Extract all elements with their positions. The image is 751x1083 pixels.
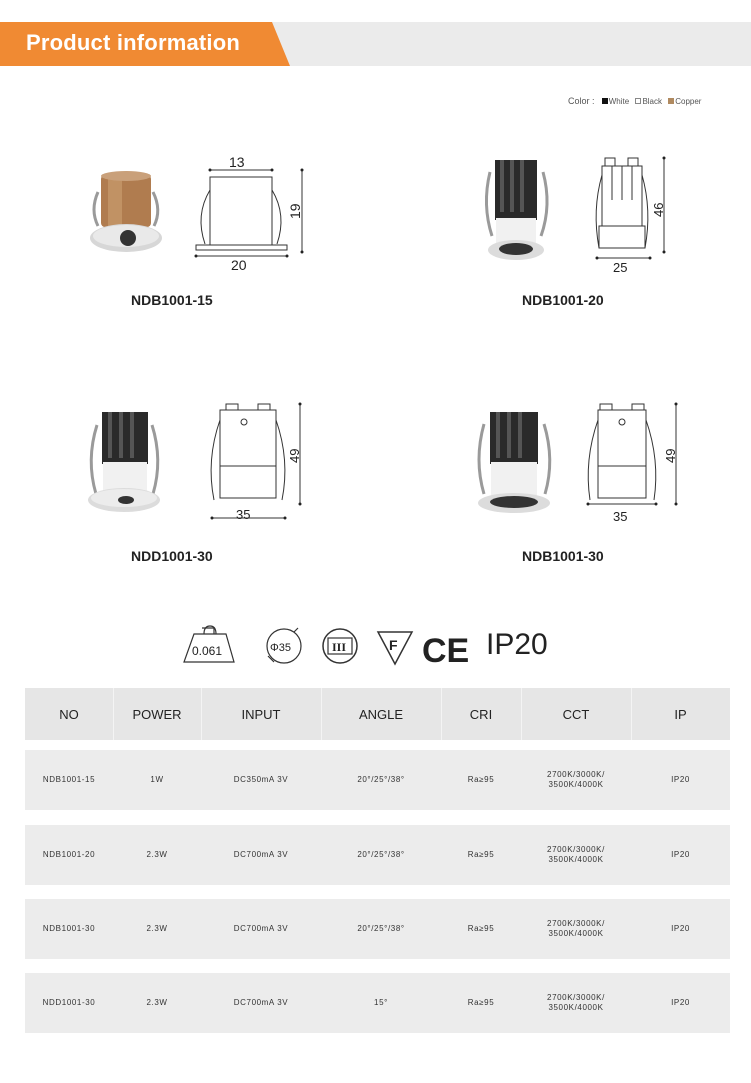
- cell-ip: IP20: [671, 924, 690, 933]
- cell-no: NDB1001-15: [42, 775, 96, 784]
- cell-power: 2.3W: [146, 998, 168, 1007]
- cell-ip: IP20: [671, 850, 690, 859]
- cell-cri: Ra≥95: [467, 998, 495, 1007]
- cell-cri: Ra≥95: [467, 924, 495, 933]
- cell-input: DC700mA 3V: [233, 850, 289, 859]
- dim-bottom: 35: [236, 507, 251, 522]
- cell-power: 1W: [150, 775, 164, 784]
- cell-cri: Ra≥95: [467, 775, 495, 784]
- header-input: INPUT: [241, 706, 281, 722]
- cell-power: 2.3W: [146, 924, 168, 933]
- page-title: Product information: [26, 30, 241, 55]
- dim-height: 49: [287, 448, 302, 463]
- cell-no: NDD1001-30: [42, 998, 96, 1007]
- color-legend-item-white: White: [600, 97, 629, 106]
- table-row: [25, 973, 730, 1033]
- downlight-photo-icon: [478, 412, 550, 513]
- class-iii-icon: [323, 629, 357, 663]
- dim-bottom: 20: [231, 257, 247, 273]
- header-power: POWER: [132, 706, 182, 722]
- cell-input: DC700mA 3V: [233, 924, 289, 933]
- dim-height: 19: [287, 203, 303, 219]
- table-row: [25, 825, 730, 885]
- table-row: [25, 750, 730, 810]
- svg-text:0.061: 0.061: [192, 644, 223, 658]
- certification-row: [180, 620, 560, 670]
- cell-angle: 15°: [374, 998, 388, 1007]
- ip-rating-label: IP20: [486, 628, 548, 661]
- header-ip: IP: [674, 706, 687, 722]
- cell-ip: IP20: [671, 998, 690, 1007]
- dim-top: 13: [229, 154, 245, 170]
- color-legend-item-black: Black: [633, 97, 662, 106]
- cell-cct: 2700K/3000K/ 3500K/4000K: [547, 919, 605, 938]
- model-label: NDB1001-30: [522, 548, 604, 564]
- model-label: NDD1001-30: [131, 548, 213, 564]
- weight-icon: [184, 626, 234, 662]
- cell-ip: IP20: [671, 775, 690, 784]
- cell-cri: Ra≥95: [467, 850, 495, 859]
- header-cri: CRI: [469, 706, 493, 722]
- cell-angle: 20°/25°/38°: [357, 775, 405, 784]
- dim-bottom: 25: [613, 260, 628, 275]
- color-legend-item-copper: Copper: [666, 97, 701, 106]
- table-row: [25, 899, 730, 959]
- cell-no: NDB1001-30: [42, 924, 96, 933]
- dim-height: 46: [651, 202, 666, 217]
- cell-no: NDB1001-20: [42, 850, 96, 859]
- svg-text:Φ35: Φ35: [270, 642, 292, 654]
- dim-height: 49: [663, 448, 678, 463]
- svg-text:CE: CE: [422, 632, 470, 670]
- model-label: NDB1001-15: [131, 292, 213, 308]
- header-cct: CCT: [562, 706, 590, 722]
- svg-text:F: F: [389, 637, 398, 653]
- cell-input: DC700mA 3V: [233, 998, 289, 1007]
- cell-cct: 2700K/3000K/ 3500K/4000K: [547, 845, 605, 864]
- model-label: NDB1001-20: [522, 292, 604, 308]
- spec-table-header: [25, 688, 730, 740]
- cutout-size-icon: [267, 628, 301, 663]
- header-no: NO: [59, 706, 79, 722]
- cell-angle: 20°/25°/38°: [357, 924, 405, 933]
- cell-cct: 2700K/3000K/ 3500K/4000K: [547, 770, 605, 789]
- cell-cct: 2700K/3000K/ 3500K/4000K: [547, 993, 605, 1012]
- color-legend-label: Color :: [568, 96, 595, 106]
- f-mark-icon: [378, 632, 412, 664]
- cell-power: 2.3W: [146, 850, 168, 859]
- cell-angle: 20°/25°/38°: [357, 850, 405, 859]
- cell-input: DC350mA 3V: [233, 775, 289, 784]
- ce-mark-icon: [422, 632, 469, 670]
- svg-text:III: III: [332, 640, 347, 654]
- dim-bottom: 35: [613, 509, 628, 524]
- certification-icons: [180, 620, 480, 670]
- header-angle: ANGLE: [358, 706, 404, 722]
